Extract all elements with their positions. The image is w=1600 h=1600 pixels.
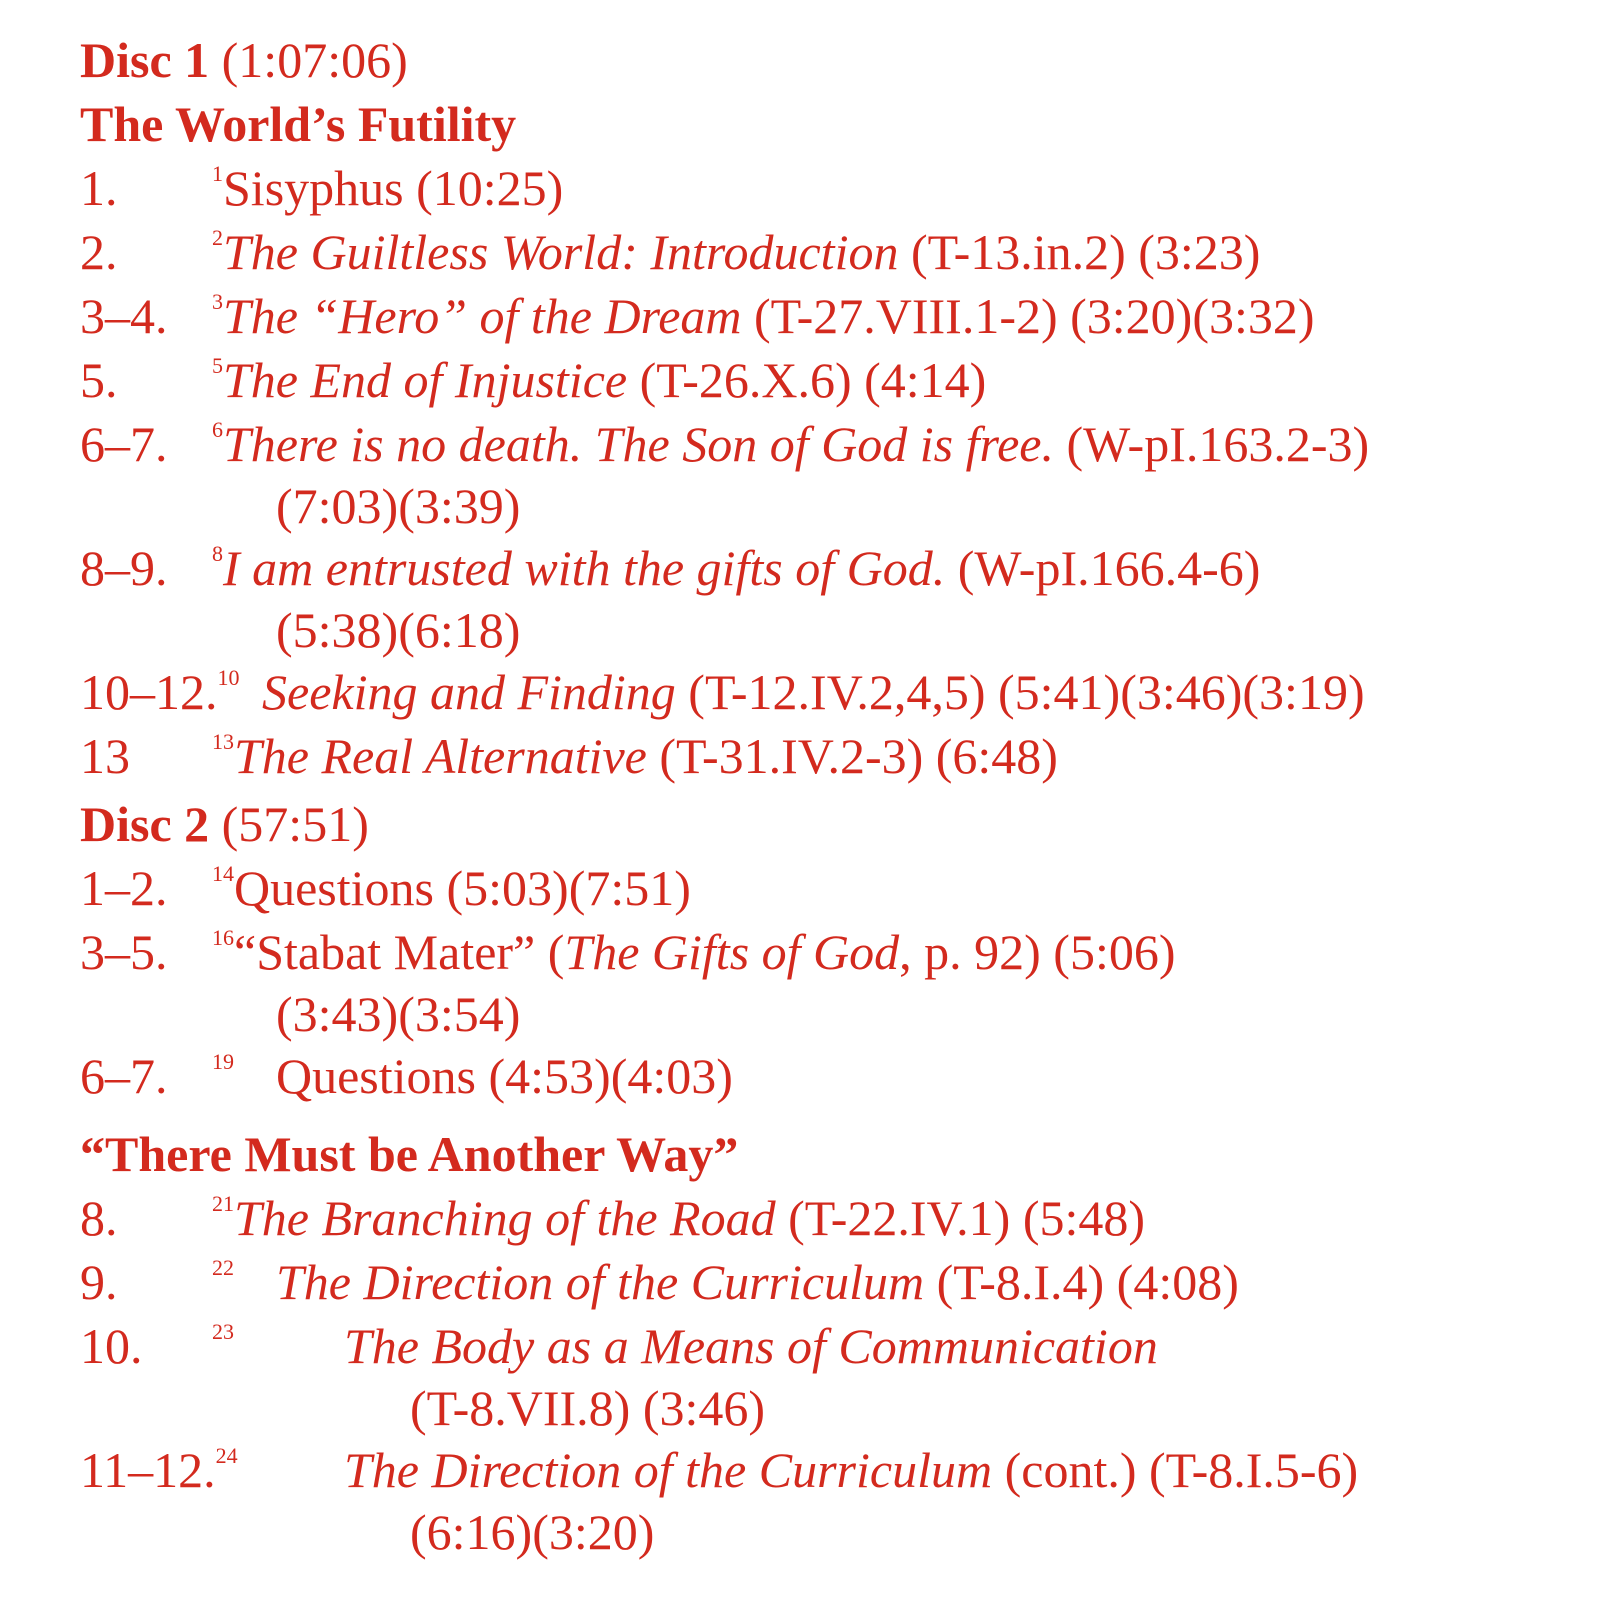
section-title: “There Must be Another Way” <box>80 1126 739 1182</box>
disc-1-heading <box>80 28 408 92</box>
footnote-marker: 21 <box>212 1191 234 1216</box>
track-number: 3–4. <box>80 288 168 344</box>
track-number: 6–7. <box>80 1048 168 1104</box>
track-title: The Direction of the Curriculum <box>276 1254 925 1310</box>
footnote-marker: 5 <box>212 353 223 378</box>
track-info: (T-26.X.6) (4:14) <box>627 352 987 408</box>
track-title: Seeking and Finding <box>262 664 676 720</box>
track-title: The Gifts of God <box>564 924 900 980</box>
track-info: (T-12.IV.2,4,5) (5:41)(3:46)(3:19) <box>675 664 1365 720</box>
track-info: (W-pI.166.4-6) <box>945 540 1261 596</box>
footnote-marker: 10 <box>217 665 240 690</box>
footnote-marker: 13 <box>212 729 234 754</box>
track-info: (cont.) (T-8.I.5-6) <box>992 1442 1359 1498</box>
track-number: 10–12.10 <box>80 664 240 720</box>
track-title: Questions (5:03)(7:51) <box>234 860 691 916</box>
track-title: Sisyphus <box>223 160 404 216</box>
track-number: 8–9. <box>80 540 168 596</box>
disc-2-heading <box>80 792 369 856</box>
track-number: 3–5. <box>80 924 168 980</box>
track-info: (10:25) <box>403 160 564 216</box>
track-info: (W-pI.163.2-3) <box>1053 416 1370 472</box>
track-number: 1. <box>80 160 118 216</box>
footnote-marker: 6 <box>212 417 223 442</box>
footnote-marker: 23 <box>212 1319 234 1344</box>
footnote-marker: 24 <box>215 1443 238 1468</box>
track-number: 6–7. <box>80 416 168 472</box>
footnote-marker: 16 <box>212 925 234 950</box>
track-title: Questions (4:53)(4:03) <box>276 1048 733 1104</box>
track-title: The End of Injustice <box>223 352 628 408</box>
track-info: (T-27.VIII.1-2) (3:20)(3:32) <box>741 288 1315 344</box>
track-number: 11–12.24 <box>80 1442 238 1498</box>
track-number: 10. <box>80 1318 143 1374</box>
track-info: (T-8.VII.8) (3:46) <box>410 1380 766 1436</box>
track-title: The Guiltless World: Introduction <box>223 224 899 280</box>
track-title: The Real Alternative <box>234 728 647 784</box>
track-number: 8. <box>80 1190 118 1246</box>
track-number: 9. <box>80 1254 118 1310</box>
track-title: The Direction of the Curriculum <box>344 1442 993 1498</box>
track-title: The Body as a Means of Communication <box>344 1318 1158 1374</box>
footnote-marker: 14 <box>212 861 234 886</box>
track-title: The Branching of the Road <box>234 1190 776 1246</box>
track-info: (T-13.in.2) (3:23) <box>898 224 1261 280</box>
footnote-marker: 8 <box>212 541 223 566</box>
track-info: (T-8.I.4) (4:08) <box>924 1254 1239 1310</box>
track-info: , p. 92) (5:06) <box>899 924 1176 980</box>
footnote-marker: 22 <box>212 1255 234 1280</box>
track-title: I am entrusted with the gifts of God. <box>223 540 946 596</box>
footnote-marker: 3 <box>212 289 223 314</box>
track-durations: (6:16)(3:20) <box>410 1504 655 1560</box>
track-title: There is no death. The Son of God is free. <box>223 416 1054 472</box>
track-number: 2. <box>80 224 118 280</box>
track-number: 1–2. <box>80 860 168 916</box>
disc-label: Disc 1 <box>80 32 210 88</box>
disc-label: Disc 2 <box>80 796 210 852</box>
track-durations: (3:43)(3:54) <box>276 986 521 1042</box>
track-durations: (5:38)(6:18) <box>276 602 521 658</box>
track-title: The “Hero” of the Dream <box>223 288 742 344</box>
section-title: The World’s Futility <box>80 96 517 152</box>
track-info: (T-31.IV.2-3) (6:48) <box>646 728 1058 784</box>
track-info: (T-22.IV.1) (5:48) <box>775 1190 1146 1246</box>
footnote-marker: 2 <box>212 225 223 250</box>
disc-duration: (1:07:06) <box>221 32 408 88</box>
disc-duration: (57:51) <box>221 796 369 852</box>
track-number: 13 <box>80 728 130 784</box>
track-prefix: “Stabat Mater” ( <box>234 924 565 980</box>
footnote-marker: 19 <box>212 1049 234 1074</box>
footnote-marker: 1 <box>212 161 223 186</box>
track-durations: (7:03)(3:39) <box>276 478 521 534</box>
track-number: 5. <box>80 352 118 408</box>
